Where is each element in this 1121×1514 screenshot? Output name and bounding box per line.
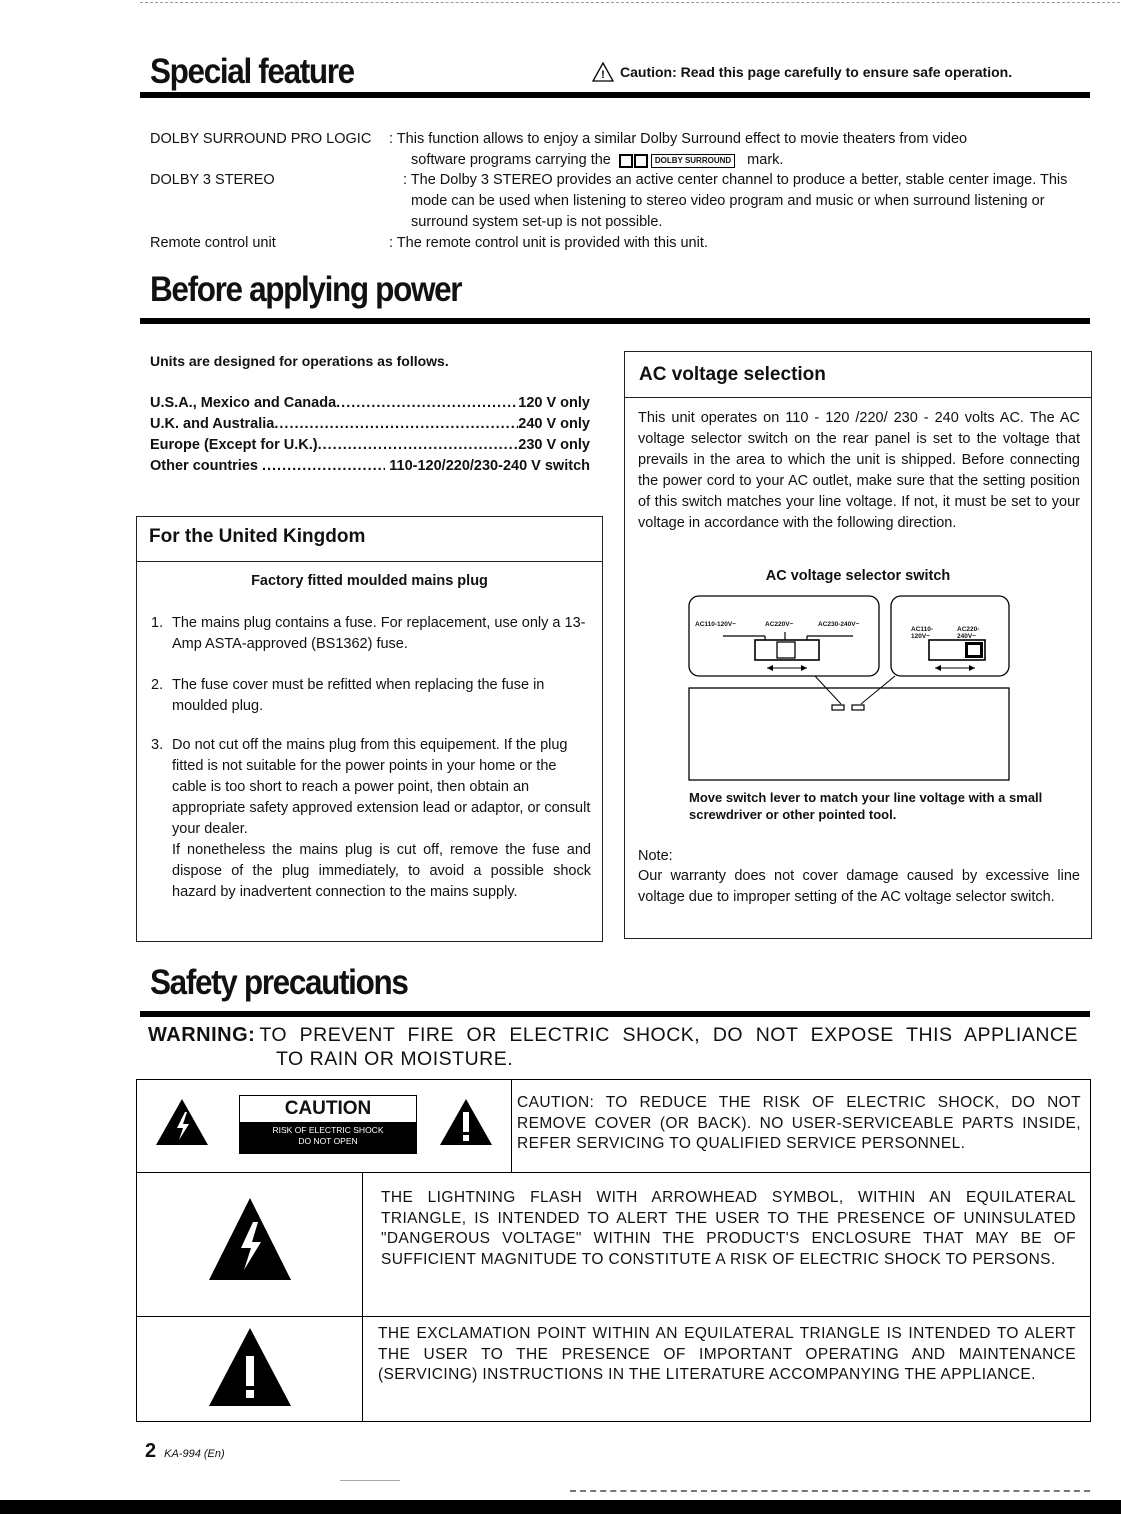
feature-desc: : The Dolby 3 STEREO provides an active center channel to produce a better, stable center image. This mode can be used when listening to stereo video program and music or when surround listening or surround system set-up is not possible.: [403, 172, 1068, 230]
ac-figure-title: AC voltage selector switch: [765, 568, 951, 584]
units-row: [150, 414, 590, 435]
uk-box-title: For the United Kingdom: [149, 526, 366, 547]
feature-desc: : The remote control unit is provided with this unit.: [389, 235, 708, 251]
warning-label: WARNING:: [148, 1024, 256, 1046]
warning-line: [148, 1023, 1078, 1047]
switch-label: AC220-240V~: [957, 626, 980, 640]
lightning-triangle-icon: [207, 1196, 293, 1282]
caution-plate: [239, 1095, 417, 1154]
special-feature-title: Special feature: [150, 52, 354, 91]
list-item: [151, 675, 591, 717]
safety-title: Safety precautions: [150, 963, 408, 1002]
units-row: [150, 456, 590, 477]
leader-dots: [262, 456, 385, 477]
feature-desc-line: [411, 150, 1087, 171]
list-number: 2.: [151, 677, 164, 693]
section-rule: [140, 1011, 1090, 1017]
list-text: The mains plug contains a fuse. For replacement, use only a 13-Amp ASTA-approved (BS1362) fuse.: [172, 615, 586, 652]
model-code: KA-994 (En): [164, 1448, 225, 1460]
svg-text:!: !: [601, 69, 605, 81]
caution-note: [592, 62, 1012, 82]
lightning-triangle-icon: [155, 1098, 209, 1146]
uk-box: [136, 516, 603, 942]
safety-table: [136, 1079, 1091, 1422]
switch-label: AC220V~: [765, 621, 794, 628]
lightning-symbol-cell: [137, 1172, 363, 1316]
units-region: U.S.A., Mexico and Canada: [150, 395, 337, 411]
units-intro: Units are designed for operations as follows.: [150, 353, 449, 369]
units-voltage: 240 V only: [518, 416, 590, 432]
exclamation-row: [137, 1316, 1090, 1421]
dolby-double-d-icon: [619, 154, 649, 168]
exclamation-triangle-icon: [439, 1098, 493, 1146]
caution-note-text: Caution: Read this page carefully to ensure safe operation.: [620, 64, 1013, 80]
units-region: Other countries: [150, 458, 258, 474]
caution-label-cell: [137, 1080, 512, 1172]
left-switch-panel: [689, 596, 879, 676]
feature-term: DOLBY 3 STEREO: [150, 172, 275, 188]
caution-plate-sub: DO NOT OPEN: [298, 1136, 358, 1146]
units-region: Europe (Except for U.K.): [150, 437, 318, 453]
caution-plate-band: [240, 1122, 416, 1153]
page-number: 2: [145, 1440, 157, 1462]
top-scan-rule: [140, 2, 1120, 3]
lightning-row: [137, 1172, 1090, 1317]
ac-body: This unit operates on 110 - 120 /220/ 230 - 240 volts AC. The AC voltage selector switch on the rear panel is set to the voltage that prevails in the area to which the unit is shipped. Before connecting the power cord to your AC outlet, make sure that the setting position of this switch matches your line voltage. If not, it must be set to your voltage in accordance with the following direction.: [638, 410, 1080, 531]
leader-dots: [318, 435, 519, 456]
switch-label: AC110-120V~: [695, 621, 737, 628]
feature-term: DOLBY SURROUND PRO LOGIC: [150, 131, 372, 147]
caution-plate-title: CAUTION: [284, 1098, 372, 1119]
units-row: [150, 393, 590, 414]
bottom-scan-bar: [0, 1500, 1121, 1514]
ac-box-title: AC voltage selection: [639, 364, 826, 385]
feature-desc-text: software programs carrying the: [411, 152, 611, 168]
switch-label: AC110-120V~: [911, 626, 934, 640]
units-voltage: 110-120/220/230-240 V switch: [389, 458, 590, 474]
feature-desc: [389, 129, 1087, 171]
warning-text: TO PREVENT FIRE OR ELECTRIC SHOCK, DO NOT EXPOSE THIS APPLIANCE: [259, 1024, 1078, 1046]
units-region: U.K. and Australia: [150, 416, 275, 432]
units-voltage: 230 V only: [518, 437, 590, 453]
section-rule: [140, 92, 1090, 98]
warning-statement: [148, 1023, 1088, 1071]
feature-term: Remote control unit: [150, 235, 276, 251]
units-voltage: 120 V only: [518, 395, 590, 411]
before-power-title: Before applying power: [150, 270, 462, 309]
exclamation-symbol-cell: [137, 1316, 363, 1421]
switch-label: AC230-240V~: [818, 621, 860, 628]
lightning-text: THE LIGHTNING FLASH WITH ARROWHEAD SYMBOL, WITHIN AN EQUILATERAL TRIANGLE, IS INTENDED TO ALERT THE USER TO THE PRESENCE OF UNINSULATED "DANGEROUS VOLTAGE" WITHIN THE PRODUCT'S ENCLOSURE THAT MAY BE OF SUFFICIENT MAGNITUDE TO CONSTITUTE A RISK OF ELECTRIC SHOCK TO PERSONS.: [381, 1189, 1076, 1268]
list-number: 1.: [151, 615, 164, 631]
caution-plate-sub: RISK OF ELECTRIC SHOCK: [272, 1125, 384, 1135]
page-footer: [145, 1440, 225, 1463]
units-row: [150, 435, 590, 456]
feature-desc-text: mark.: [747, 152, 784, 168]
exclamation-triangle-icon: [207, 1326, 293, 1408]
list-text: Do not cut off the mains plug from this equipement. If the plug fitted is not suitable for the power points in your home or the cable is too short to reach a power point, then obtain an appropriate safety approved extension lead or adaptor, or consult your dealer.: [172, 737, 591, 837]
leader-dots: [274, 414, 518, 435]
caution-row: [137, 1080, 1090, 1173]
rear-panel: [689, 676, 1009, 780]
note-label: Note:: [638, 848, 673, 864]
units-table: [150, 393, 590, 477]
ac-figure-caption: Move switch lever to match your line voltage with a small screwdriver or other pointed tool.: [689, 790, 1043, 822]
caution-text: CAUTION: TO REDUCE THE RISK OF ELECTRIC SHOCK, DO NOT REMOVE COVER (OR BACK). NO USER-SERVICEABLE PARTS INSIDE, REFER SERVICING TO QUALIFIED SERVICE PERSONNEL.: [517, 1094, 1081, 1152]
list-text: If nonetheless the mains plug is cut off, remove the fuse and dispose of the plug immediately, to avoid a possible shock hazard by inadvertent connection to the mains supply.: [172, 842, 591, 900]
feature-desc-line: : This function allows to enjoy a similar Dolby Surround effect to movie theaters from video: [389, 131, 968, 147]
bottom-scan-rule: [340, 1480, 400, 1481]
list-item: [151, 735, 591, 903]
warning-text: TO RAIN OR MOISTURE.: [276, 1048, 514, 1070]
uk-box-rule: [137, 561, 602, 562]
dolby-surround-mark: DOLBY SURROUND: [651, 154, 735, 168]
right-switch-panel: [891, 596, 1009, 676]
list-number: 3.: [151, 737, 164, 753]
bottom-scan-rule: [570, 1490, 1090, 1492]
ac-box-rule: [625, 397, 1091, 398]
section-rule: [140, 318, 1090, 324]
ac-box: [624, 351, 1092, 939]
list-item: [151, 613, 591, 655]
uk-box-subtitle: Factory fitted moulded mains plug: [251, 573, 488, 589]
note-text: Our warranty does not cover damage caused by excessive line voltage due to improper setting of the AC voltage selector switch.: [638, 868, 1080, 905]
exclamation-text: THE EXCLAMATION POINT WITHIN AN EQUILATERAL TRIANGLE IS INTENDED TO ALERT THE USER TO THE PRESENCE OF IMPORTANT OPERATING AND MAINTENANCE (SERVICING) INSTRUCTIONS IN THE LITERATURE ACCOMPANYING THE APPLIANCE.: [378, 1325, 1076, 1383]
list-text: The fuse cover must be refitted when replacing the fuse in moulded plug.: [172, 677, 545, 714]
leader-dots: [336, 393, 518, 414]
caution-triangle-icon: [592, 62, 614, 82]
